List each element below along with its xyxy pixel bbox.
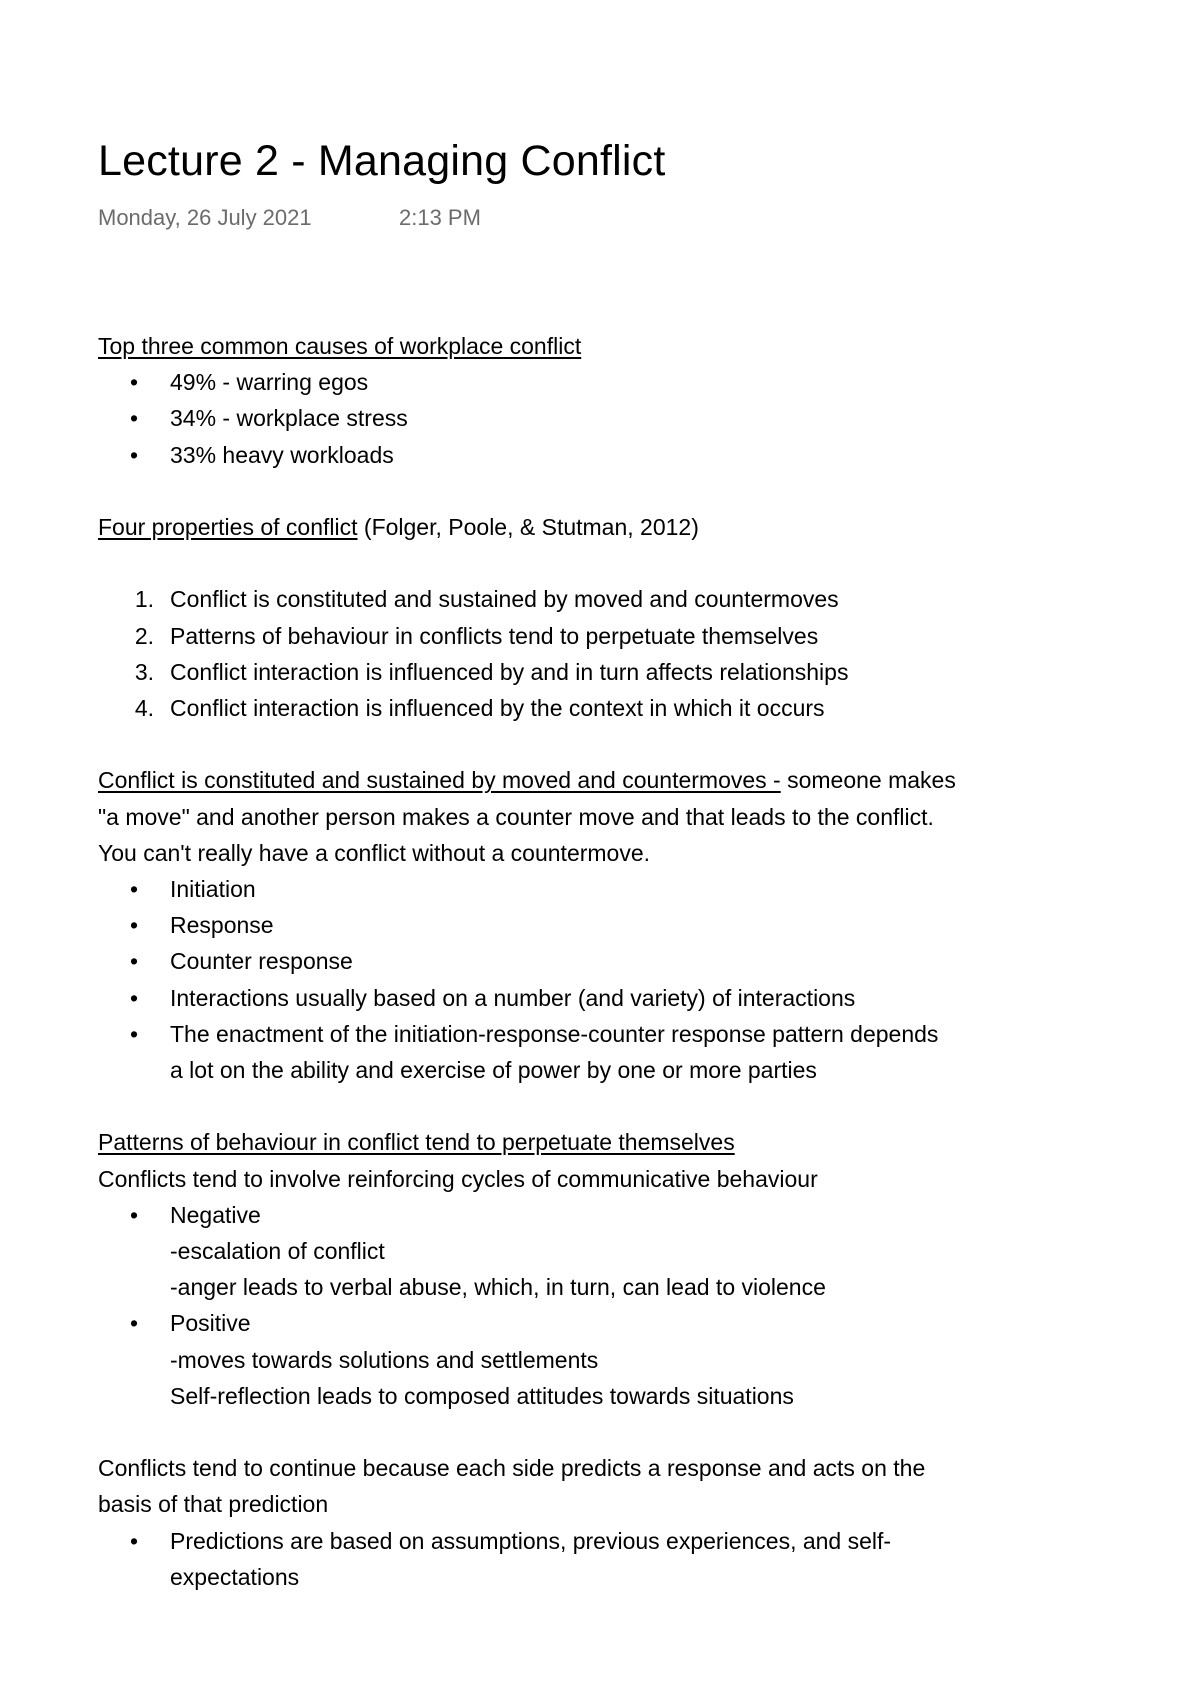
- list-item-positive: • Positive -moves towards solutions and settlements Self-reflection leads to composed attitudes towards situations: [98, 1305, 1138, 1414]
- moves-heading: Conflict is constituted and sustained by moved and countermoves -: [98, 767, 781, 794]
- note-body: [98, 328, 1138, 1595]
- bullet-icon: •: [129, 984, 139, 1011]
- predictions-list: [98, 1523, 1138, 1595]
- paragraph-gap: [98, 1088, 1138, 1124]
- bullet-icon: •: [129, 441, 139, 468]
- list-item: 3. Conflict interaction is influenced by and in turn affects relationships: [98, 654, 1138, 690]
- list-item: 1. Conflict is constituted and sustained by moved and countermoves: [98, 581, 1138, 617]
- bullet-icon: •: [129, 1527, 139, 1554]
- list-item: 2. Patterns of behaviour in conflicts tend to perpetuate themselves: [98, 618, 1138, 654]
- list-item: 4. Conflict interaction is influenced by the context in which it occurs: [98, 690, 1138, 726]
- list-item: • Counter response: [98, 943, 1138, 979]
- moves-paragraph-line3: You can't really have a conflict without a countermove.: [98, 839, 651, 866]
- list-item: • 33% heavy workloads: [98, 437, 1138, 473]
- paragraph-gap: [98, 473, 1138, 509]
- moves-list: [98, 871, 1138, 1088]
- bullet-icon: •: [129, 405, 139, 432]
- list-item: • The enactment of the initiation-response-counter response pattern depends a lot on the ability and exercise of power by one or more parties: [98, 1016, 1138, 1088]
- properties-list: [98, 581, 1138, 726]
- list-number: 2.: [134, 622, 154, 649]
- bullet-icon: •: [129, 369, 139, 396]
- bullet-icon: •: [129, 912, 139, 939]
- causes-list: [98, 364, 1138, 473]
- patterns-heading: Patterns of behaviour in conflict tend to perpetuate themselves: [98, 1129, 735, 1156]
- bullet-icon: •: [129, 1310, 139, 1337]
- paragraph-gap: [98, 545, 1138, 581]
- patterns-intro: Conflicts tend to involve reinforcing cycles of communicative behaviour: [98, 1165, 818, 1192]
- paragraph-gap: [98, 726, 1138, 762]
- list-number: 3.: [134, 658, 154, 685]
- causes-heading: Top three common causes of workplace conflict: [98, 333, 582, 359]
- bullet-icon: •: [129, 1020, 139, 1047]
- moves-paragraph-line1: Conflict is constituted and sustained by moved and countermoves - someone makes: [98, 767, 956, 794]
- list-item: • Interactions usually based on a number (and variety) of interactions: [98, 980, 1138, 1016]
- properties-heading-line: [98, 509, 1138, 545]
- properties-citation: (Folger, Poole, & Stutman, 2012): [357, 514, 699, 540]
- page-date: Monday, 26 July 2021: [98, 205, 312, 230]
- bullet-icon: •: [129, 948, 139, 975]
- list-item-negative: • Negative -escalation of conflict -anger leads to verbal abuse, which, in turn, can lead to violence: [98, 1197, 1138, 1306]
- list-item: • Response: [98, 907, 1138, 943]
- predictions-line1: Conflicts tend to continue because each side predicts a response and acts on the: [98, 1455, 926, 1482]
- list-item: • 34% - workplace stress: [98, 400, 1138, 436]
- page-meta: [98, 203, 481, 233]
- bullet-icon: •: [129, 1201, 139, 1228]
- predictions-line2: basis of that prediction: [98, 1491, 329, 1518]
- patterns-list: [98, 1197, 1138, 1414]
- page-time: 2:13 PM: [399, 205, 481, 230]
- bullet-icon: •: [129, 876, 139, 902]
- list-item: • Predictions are based on assumptions, previous experiences, and self- expectations: [98, 1523, 1138, 1595]
- list-number: 1.: [134, 586, 154, 613]
- moves-paragraph-line2: "a move" and another person makes a counter move and that leads to the conflict.: [98, 803, 934, 830]
- list-item: • 49% - warring egos: [98, 364, 1138, 400]
- properties-heading: Four properties of conflict: [98, 514, 358, 540]
- list-number: 4.: [134, 695, 154, 721]
- page-title: Lecture 2 - Managing Conflict: [98, 137, 666, 185]
- list-item: • Initiation: [98, 871, 1138, 907]
- paragraph-gap: [98, 1414, 1138, 1450]
